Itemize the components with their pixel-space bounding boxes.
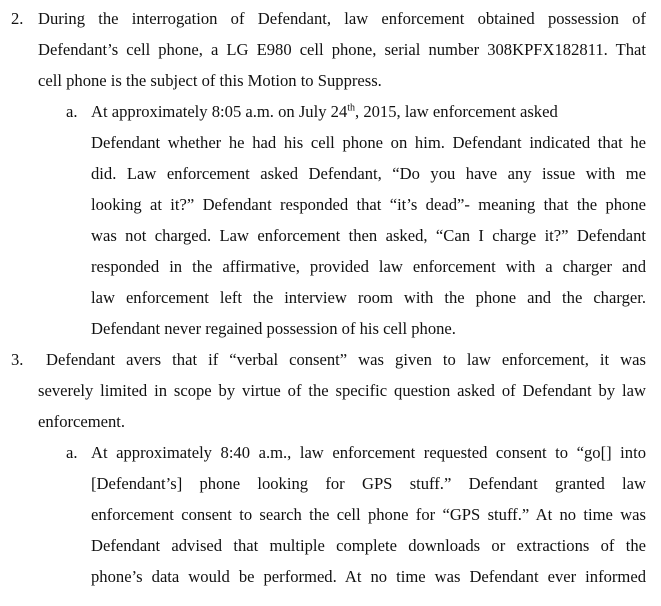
paragraph-line xyxy=(91,102,646,122)
paragraph-line: law enforcement left the interview room with the phone and the charger. xyxy=(91,288,646,307)
paragraph-line: Defendant never regained possession of his cell phone. xyxy=(91,319,456,338)
paragraph-line: Defendant whether he had his cell phone on him. Defendant indicated that he xyxy=(91,133,646,152)
paragraph-line: phone’s data would be performed. At no time was Defendant ever informed xyxy=(91,567,646,586)
paragraph-line: enforcement consent to search the cell phone for “GPS stuff.” At no time was xyxy=(91,505,646,524)
subparagraph-letter: a. xyxy=(66,443,78,462)
paragraph-number: 3. xyxy=(11,350,24,369)
paragraph-line: severely limited in scope by virtue of the specific question asked of Defendant by law xyxy=(38,381,646,400)
paragraph-line: cell phone is the subject of this Motion to Suppress. xyxy=(38,71,382,90)
paragraph-line: looking at it?” Defendant responded that “it’s dead”- meaning that the phone xyxy=(91,195,646,214)
paragraph-line: enforcement. xyxy=(38,412,126,431)
date-text: At approximately 8:05 a.m. on July 24 xyxy=(91,102,348,121)
ordinal-suffix: th xyxy=(347,102,356,114)
paragraph-line: Defendant’s cell phone, a LG E980 cell phone, serial number 308KPFX182811. That xyxy=(38,40,646,59)
paragraph-line: At approximately 8:40 a.m., law enforcement requested consent to “go[] into xyxy=(91,443,646,462)
paragraph-line: During the interrogation of Defendant, law enforcement obtained possession of xyxy=(38,9,646,28)
paragraph-line: [Defendant’s] phone looking for GPS stuff.” Defendant granted law xyxy=(91,474,646,493)
paragraph-line: responded in the affirmative, provided law enforcement with a charger and xyxy=(91,257,646,276)
paragraph-line: Defendant advised that multiple complete downloads or extractions of the xyxy=(91,536,646,555)
paragraph-line: Defendant avers that if “verbal consent” was given to law enforcement, it was xyxy=(46,350,646,369)
date-text-continued: , 2015, law enforcement asked xyxy=(355,102,558,121)
paragraph-line: was not charged. Law enforcement then asked, “Can I charge it?” Defendant xyxy=(91,226,646,245)
subparagraph-letter: a. xyxy=(66,102,78,121)
paragraph-line: did. Law enforcement asked Defendant, “Do you have any issue with me xyxy=(91,164,646,183)
paragraph-number: 2. xyxy=(11,9,24,28)
